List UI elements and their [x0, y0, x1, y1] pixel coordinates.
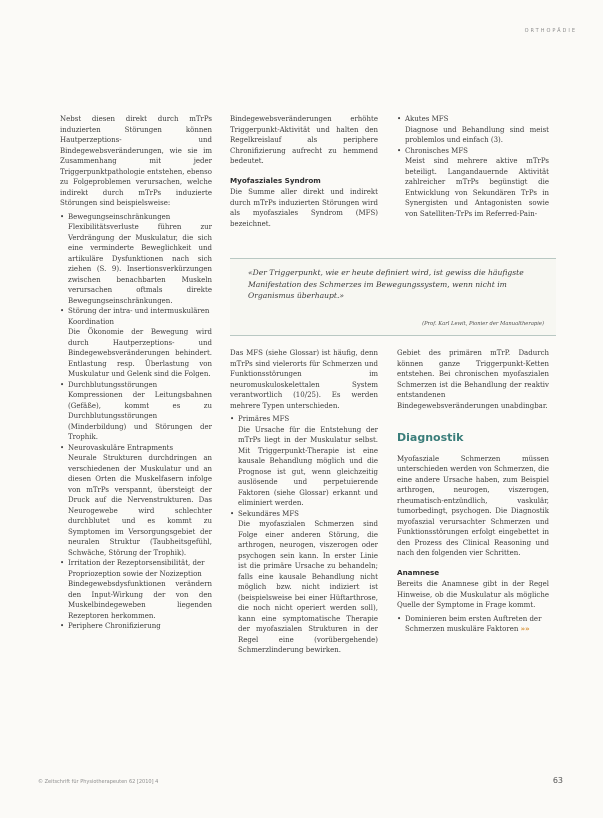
column-left	[60, 114, 212, 632]
mfs-type-list	[397, 114, 549, 219]
continue-arrow-icon: »»	[520, 625, 530, 633]
column-right-top	[397, 114, 549, 219]
column-middle-bottom	[230, 348, 378, 656]
list-item: • Neurovaskuläre Entrapments Neurale Strukturen durchdringen an verschiedenen der Muskulatur und an diesen Orten die Muskelfasern infolge von mTrPs verspannt, übersteigt der Druck auf die Nervenstrukturen. Das Neurogewebe wird schlechter durchblutet und es kommt zu Symptomen im Versorgungsgebiet der neuralen Struktur (Taubheitsgefühl, Schwäche, Störung der Trophik).	[60, 443, 212, 559]
list-item: • Sekundäres MFS Die myofaszialen Schmerzen sind Folge einer anderen Störung, die arthrogen, neurogen, viszerogen oder psychogen sein kann. In erster Linie ist die primäre Ursache zu behandeln; falls eine kausale Behandlung nicht möglich bzw. nicht indiziert ist (beispielsweise bei einer Hüftarthrose, die noch nicht operiert werden soll), kann eine symptomatische Therapie der myofaszialen Strukturen in der Regel eine (vorübergehende) Schmerzlinderung bewirken.	[230, 509, 378, 656]
anamnese-paragraph: Bereits die Anamnese gibt in der Regel Hinweise, ob die Muskulatur als mögliche Quelle der Symptome in Frage kommt.	[397, 580, 549, 609]
myofascial-syndrome-paragraph: Die Summe aller direkt und indirekt durch mTrPs induzierten Störungen wird als myofasziales Syndrom (MFS) bezeichnet.	[230, 188, 378, 228]
anamnese-list	[397, 614, 549, 635]
mfs-intro-paragraph: Das MFS (siehe Glossar) ist häufig, denn mTrPs sind vielerorts für Schmerzen und Funktionsstörungen im neuromuskuloskelettalen System verantwortlich (10/25). Es werden mehrere Typen unterschieden.	[230, 349, 378, 410]
page-number: 63	[552, 776, 563, 785]
mfs-primary-secondary-list	[230, 414, 378, 656]
section-tag: ORTHOPÄDIE	[524, 28, 577, 34]
list-item: • Störung der intra- und intermuskulären Koordination Die Ökonomie der Bewegung wird durch Hautperzeptions- und Bindegewebsveränderungen behindert. Entlastung resp. Überlastung von Muskulatur und Gelenk sind die Folgen.	[60, 306, 212, 380]
list-item: • Chronisches MFS Meist sind mehrere aktive mTrPs beteiligt. Langandauernde Aktivität zahlreicher mTrPs begünstigt die Entwicklung von Sekundären TrPs in Synergisten und Antagonisten sowie von Satelliten-TrPs im Referred-Pain-	[397, 146, 549, 220]
diagnostik-paragraph: Myofasziale Schmerzen müssen unterschieden werden von Schmerzen, die eine andere Ursache haben, zum Beispiel arthrogen, neurogen, viszerogen, rheumatisch-entzündlich, vaskulär, tumorbedingt, psychogen. Die Diagnostik myofaszial verursachter Schmerzen und Funktionsstörungen erfolgt eingebettet in den Prozess des Clinical Reasoning und nach den folgenden vier Schritten.	[397, 454, 549, 557]
anamnese-heading: Anamnese	[397, 567, 440, 577]
list-item: • Akutes MFS Diagnose und Behandlung sind meist problemlos und einfach (3).	[397, 114, 549, 146]
pull-quote	[230, 258, 556, 336]
quote-text: «Der Triggerpunkt, wie er heute definiert wird, ist gewiss die häufigste Manifestation des Schmerzes im Bewegungssystem, wenn nicht im Organismus überhaupt.»	[248, 268, 524, 300]
list-item: • Dominieren beim ersten Auftreten der Schmerzen muskuläre Faktoren »»	[397, 614, 549, 635]
journal-footer: © Zeitschrift für Physiotherapeuten 62 [2010] 4	[38, 779, 159, 785]
chain-paragraph: Gebiet des primären mTrP. Dadurch können ganze Triggerpunkt-Ketten entstehen. Bei chronischen myofaszialen Schmerzen ist die Behandlung der reaktiv entstandenen Bindegewebsveränderungen unabdingbar.	[397, 349, 549, 410]
list-item: • Irritation der Rezeptorsensibilität, der Propriozeption sowie der Nozizeption Bindegewebsdysfunktionen verändern den Input-Wirkung der von den Muskelbindegeweben liegenden Rezeptoren herkommen.	[60, 558, 212, 621]
list-item: • Bewegungseinschränkungen Flexibilitätsverluste führen zur Verdrängung der Muskulatur, die sich eine verminderte Beweglichkeit und artikuläre Dysfunktionen nach sich ziehen (S. 9). Insertionsverkürzungen zwischen benachbarten Muskeln verursachen oftmals direkte Bewegungseinschränkungen.	[60, 212, 212, 307]
intro-paragraph: Nebst diesen direkt durch mTrPs induzierten Störungen können Hautperzeptions- und Bindegewebsveränderungen, wie sie im Zusammenhang mit jeder Triggerpunktpathologie entstehen, ebenso zu Folgeproblemen verursachen, welche indirekt durch mTrPs induzierte Störungen sind beispielsweise:	[60, 115, 212, 207]
list-item: • Primäres MFS Die Ursache für die Entstehung der mTrPs liegt in der Muskulatur selbst. Mit Triggerpunkt-Therapie ist eine kausale Behandlung möglich und die Prognose ist gut, wenn gleichzeitig auslösende und perpetuierende Faktoren (siehe Glossar) erkannt und eliminiert werden.	[230, 414, 378, 509]
continuation-paragraph: Bindegewebsveränderungen erhöhte Triggerpunkt-Aktivität und halten den Regelkreislauf als periphere Chronifizierung aufrecht zu hemmend bedeutet.	[230, 115, 378, 165]
list-item: • Periphere Chronifizierung	[60, 621, 212, 632]
column-right-bottom	[397, 348, 549, 635]
column-middle-top	[230, 114, 378, 232]
diagnostik-heading: Diagnostik	[397, 431, 464, 444]
disorder-list	[60, 212, 212, 632]
list-item: • Durchblutungsstörungen Kompressionen der Leitungsbahnen (Gefäße), kommt es zu Durchblutungsstörungen (Minderbildung) und Störungen der Trophik.	[60, 380, 212, 443]
quote-attribution: (Prof. Karl Lewit, Pionier der Manualtherapie)	[422, 321, 544, 327]
myofascial-syndrome-heading: Myofasziales Syndrom	[230, 175, 321, 185]
